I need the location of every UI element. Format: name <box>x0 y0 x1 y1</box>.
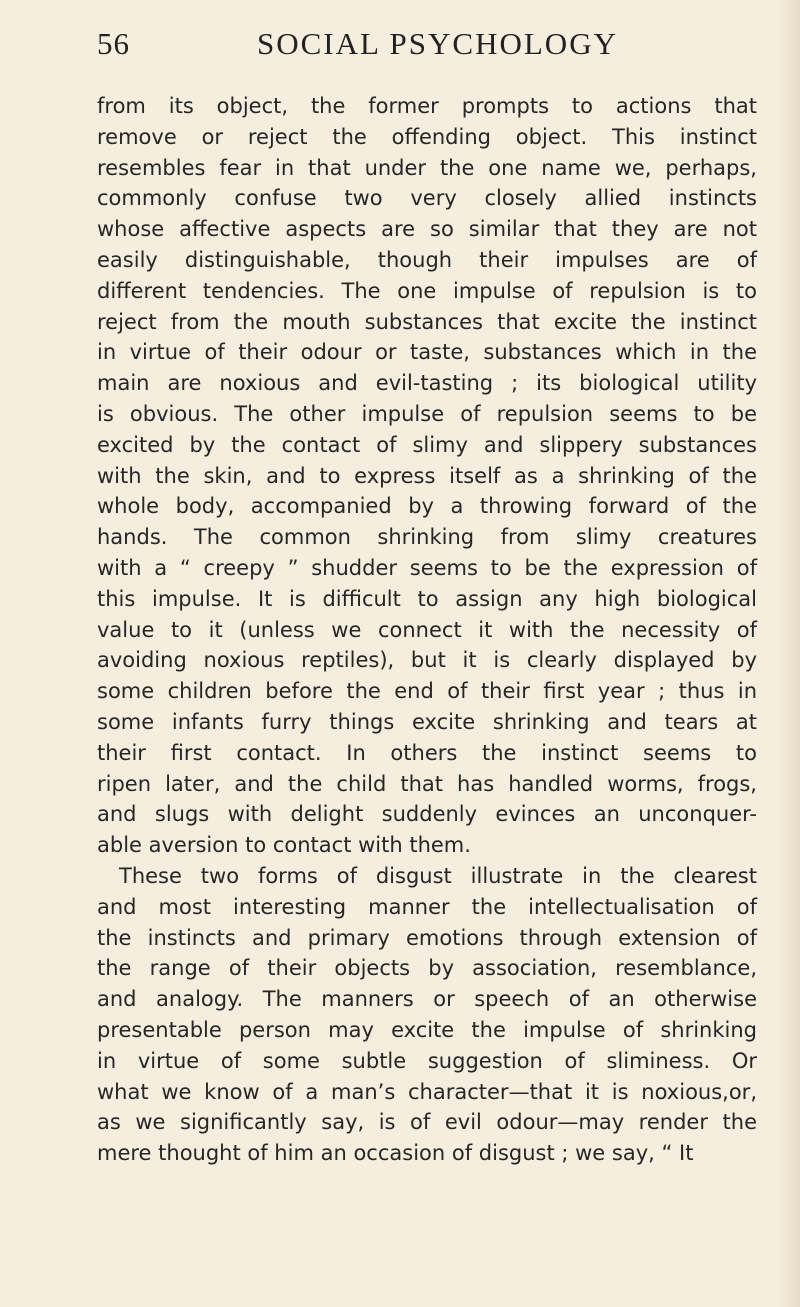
text-line: These two forms of disgust illustrate in the clearest <box>119 863 757 888</box>
text-line: their first contact. In others the instinct seems to <box>97 740 757 765</box>
running-head <box>97 26 757 66</box>
page-number: 56 <box>97 26 130 61</box>
paragraph <box>97 861 757 1169</box>
text-line: and most interesting manner the intellectualisation of <box>97 894 757 919</box>
paragraph <box>97 91 757 861</box>
body-text <box>97 91 757 1169</box>
text-line: hands. The common shrinking from slimy creatures <box>97 525 757 550</box>
text-line: easily distinguishable, though their impulses are of <box>97 247 757 272</box>
text-line: and slugs with delight suddenly evinces an unconquer- <box>97 802 757 827</box>
text-line: different tendencies. The one impulse of repulsion is to <box>97 278 757 303</box>
text-line: commonly confuse two very closely allied instincts <box>97 186 757 211</box>
text-line: mere thought of him an occasion of disgust ; we say, “ It <box>97 1141 694 1166</box>
text-line: whole body, accompanied by a throwing forward of the <box>97 494 757 519</box>
text-line: with the skin, and to express itself as a shrinking of the <box>97 463 757 488</box>
text-line: the range of their objects by association, resemblance, <box>97 956 757 981</box>
text-line: excited by the contact of slimy and slippery substances <box>97 432 757 457</box>
text-line: some infants furry things excite shrinking and tears at <box>97 709 757 734</box>
text-line: the instincts and primary emotions through extension of <box>97 925 757 950</box>
text-line: reject from the mouth substances that excite the instinct <box>97 309 757 334</box>
text-line: ripen later, and the child that has handled worms, frogs, <box>97 771 757 796</box>
text-line: and analogy. The manners or speech of an otherwise <box>97 987 757 1012</box>
text-line: main are noxious and evil-tasting ; its biological utility <box>97 371 757 396</box>
text-line: some children before the end of their first year ; thus in <box>97 679 757 704</box>
text-line: value to it (unless we connect it with the necessity of <box>97 617 757 642</box>
text-line: resembles fear in that under the one name we, perhaps, <box>97 155 757 180</box>
running-title: SOCIAL PSYCHOLOGY <box>257 26 618 61</box>
page-edge-shadow <box>778 0 800 1307</box>
text-line: is obvious. The other impulse of repulsion seems to be <box>97 401 757 426</box>
text-line: from its object, the former prompts to actions that <box>97 94 757 118</box>
text-line: able aversion to contact with them. <box>97 833 471 858</box>
text-line: whose affective aspects are so similar that they are not <box>97 217 757 242</box>
text-line: remove or reject the offending object. This instinct <box>97 124 757 149</box>
text-line: as we significantly say, is of evil odour—may render the <box>97 1110 757 1135</box>
text-line: this impulse. It is difficult to assign any high biological <box>97 586 757 611</box>
text-line: avoiding noxious reptiles), but it is clearly displayed by <box>97 648 757 673</box>
text-line: with a “ creepy ” shudder seems to be the expression of <box>97 555 757 580</box>
text-line: presentable person may excite the impulse of shrinking <box>97 1017 757 1042</box>
text-line: in virtue of some subtle suggestion of sliminess. Or <box>97 1048 757 1073</box>
text-line: what we know of a man’s character—that it is noxious,or, <box>97 1079 757 1104</box>
text-line: in virtue of their odour or taste, substances which in the <box>97 340 757 365</box>
